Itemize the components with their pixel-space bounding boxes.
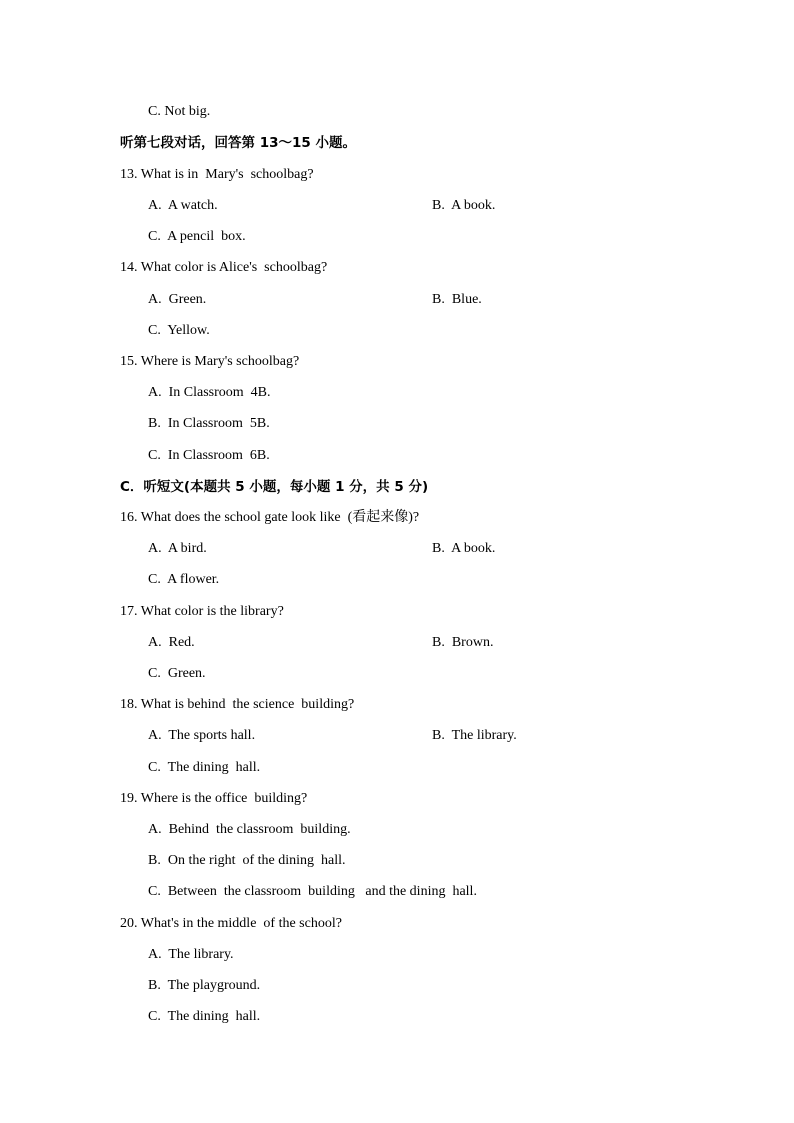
question-17: 17. What color is the library?	[120, 604, 284, 619]
q15-option-c: C. In Classroom 6B.	[148, 448, 270, 463]
q20-option-b: B. The playground.	[148, 978, 261, 993]
q15-option-b: B. In Classroom 5B.	[148, 416, 270, 431]
question-14: 14. What color is Alice's schoolbag?	[120, 260, 328, 275]
question-18: 18. What is behind the science building?	[120, 697, 355, 712]
q19-option-a: A. Behind the classroom building.	[148, 822, 351, 837]
section-heading-c: C．听短文(本题共 5 小题，每小题 1 分，共 5 分)	[120, 479, 429, 495]
q16-option-b: B. A book.	[432, 541, 496, 556]
q16-option-c: C. A flower.	[148, 572, 220, 587]
q19-option-b: B. On the right of the dining hall.	[148, 853, 346, 868]
q13-option-b: B. A book.	[432, 198, 496, 213]
q17-option-c: C. Green.	[148, 666, 206, 681]
q14-option-c: C. Yellow.	[148, 323, 210, 338]
question-13: 13. What is in Mary's schoolbag?	[120, 167, 314, 182]
q13-option-c: C. A pencil box.	[148, 229, 246, 244]
q19-option-c: C. Between the classroom building and the dining hall.	[148, 884, 477, 899]
q18-option-b: B. The library.	[432, 728, 517, 743]
q18-option-a: A. The sports hall.	[148, 728, 256, 743]
question-15: 15. Where is Mary's schoolbag?	[120, 354, 300, 369]
q17-option-b: B. Brown.	[432, 635, 494, 650]
option-c-q12: C. Not big.	[148, 104, 211, 119]
q20-option-c: C. The dining hall.	[148, 1009, 261, 1024]
question-16: 16. What does the school gate look like (看起来像)?	[120, 510, 420, 525]
q18-option-c: C. The dining hall.	[148, 760, 261, 775]
q16-option-a: A. A bird.	[148, 541, 207, 556]
q15-option-a: A. In Classroom 4B.	[148, 385, 271, 400]
q14-option-b: B. Blue.	[432, 292, 482, 307]
section-heading-dialogue-7: 听第七段对话，回答第 13～15 小题。	[120, 135, 356, 151]
q17-option-a: A. Red.	[148, 635, 195, 650]
q13-option-a: A. A watch.	[148, 198, 218, 213]
q20-option-a: A. The library.	[148, 947, 234, 962]
q14-option-a: A. Green.	[148, 292, 207, 307]
question-19: 19. Where is the office building?	[120, 791, 308, 806]
question-20: 20. What's in the middle of the school?	[120, 916, 342, 931]
